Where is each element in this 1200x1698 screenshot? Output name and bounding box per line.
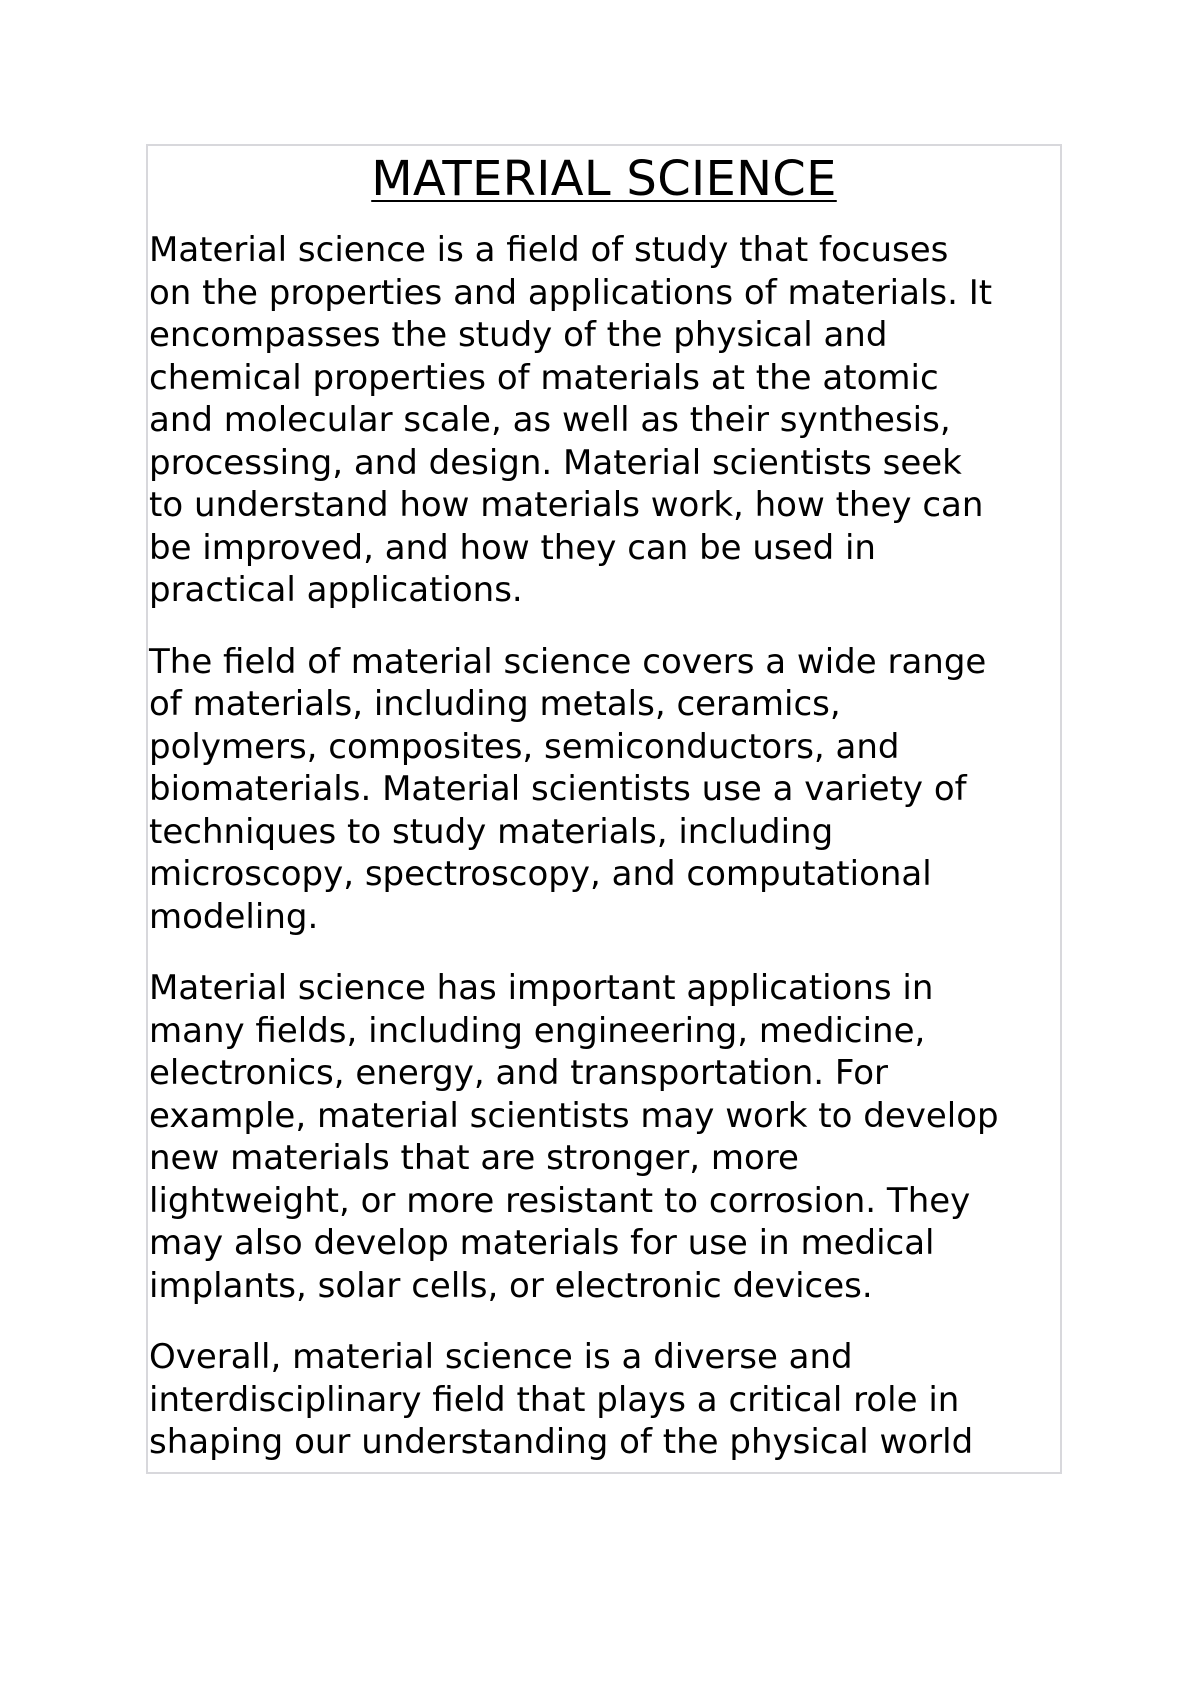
text-line: processing, and design. Material scientists seek <box>149 442 962 483</box>
text-line: many fields, including engineering, medicine, <box>149 1010 926 1051</box>
text-line: Material science has important applications in <box>149 968 934 1008</box>
text-line: be improved, and how they can be used in <box>149 527 876 568</box>
text-line: electronics, energy, and transportation. For <box>149 1053 889 1093</box>
text-line: Overall, material science is a diverse and <box>149 1337 853 1377</box>
text-line: lightweight, or more resistant to corrosion. They <box>149 1180 971 1221</box>
text-line: on the properties and applications of materials. It <box>149 272 993 313</box>
document-title: MATERIAL SCIENCE <box>371 151 837 207</box>
paragraph-4 <box>148 1336 1060 1464</box>
paragraph-3 <box>148 967 1060 1307</box>
text-line: to understand how materials work, how they can <box>149 485 984 525</box>
text-line: encompasses the study of the physical and <box>149 315 888 355</box>
text-line: and molecular scale, as well as their synthesis, <box>149 400 951 440</box>
text-line: modeling. <box>149 896 319 937</box>
text-line: chemical properties of materials at the atomic <box>149 357 939 398</box>
text-line: microscopy, spectroscopy, and computational <box>149 854 932 894</box>
text-line: interdisciplinary field that plays a critical role in <box>149 1379 960 1420</box>
text-line: shaping our understanding of the physical world <box>149 1422 974 1462</box>
paragraph-1 <box>148 229 1060 612</box>
text-line: techniques to study materials, including <box>149 811 834 852</box>
text-line: Material science is a field of study that focuses <box>149 230 949 270</box>
text-line: polymers, composites, semiconductors, and <box>149 726 900 767</box>
document-frame <box>146 144 1062 1474</box>
text-line: practical applications. <box>149 570 523 610</box>
text-line: biomaterials. Material scientists use a variety of <box>149 769 967 809</box>
text-line: implants, solar cells, or electronic devices. <box>149 1265 873 1306</box>
text-line: of materials, including metals, ceramics, <box>149 684 841 724</box>
text-line: new materials that are stronger, more <box>149 1138 799 1178</box>
text-line: example, material scientists may work to develop <box>149 1095 999 1136</box>
paragraph-2 <box>148 641 1060 939</box>
text-line: The field of material science covers a wide range <box>149 641 987 682</box>
text-line: may also develop materials for use in medical <box>149 1223 935 1263</box>
